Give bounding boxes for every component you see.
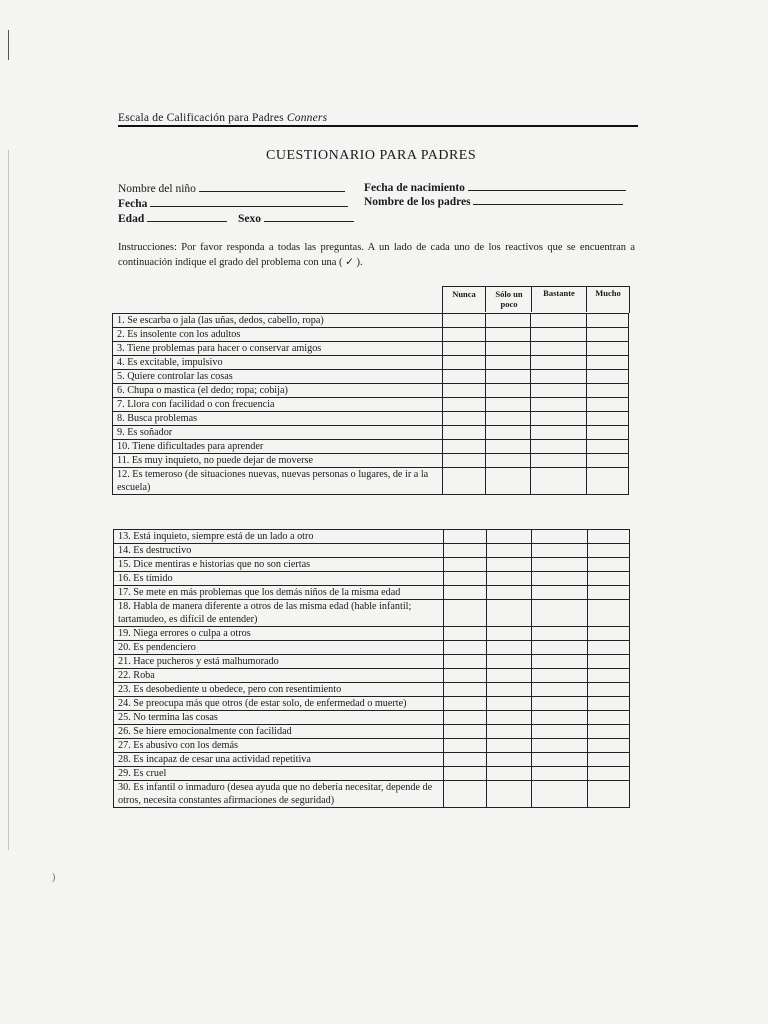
question-row — [114, 655, 630, 669]
question-text: 4. Es excitable, impulsivo — [113, 356, 443, 370]
answer-cell-solo-un-poco[interactable] — [485, 426, 531, 440]
answer-cell-mucho[interactable] — [587, 412, 629, 426]
question-row — [114, 753, 630, 767]
answer-cell-mucho[interactable] — [588, 586, 630, 600]
question-text: 21. Hace pucheros y está malhumorado — [114, 655, 444, 669]
answer-cell-mucho[interactable] — [587, 468, 629, 495]
answer-cell-nunca[interactable] — [443, 683, 486, 697]
question-row — [114, 530, 630, 544]
answer-cell-mucho[interactable] — [588, 753, 630, 767]
header-prefix: Escala de Calificación para Padres — [118, 112, 284, 124]
answer-cell-nunca[interactable] — [442, 426, 485, 440]
question-text: 7. Llora con facilidad o con frecuencia — [113, 398, 443, 412]
question-text: 13. Está inquieto, siempre está de un lado a otro — [114, 530, 444, 544]
question-text: 29. Es cruel — [114, 767, 444, 781]
answer-cell-mucho[interactable] — [588, 627, 630, 641]
answer-cell-solo-un-poco[interactable] — [486, 781, 532, 808]
answer-cell-nunca[interactable] — [443, 641, 486, 655]
answer-cell-mucho[interactable] — [588, 697, 630, 711]
scan-artifact: ) — [52, 872, 56, 883]
answer-cell-bastante[interactable] — [531, 384, 587, 398]
answer-cell-mucho[interactable] — [588, 725, 630, 739]
birth-date-label: Fecha de nacimiento — [364, 182, 465, 194]
answer-cell-bastante[interactable] — [531, 342, 587, 356]
answer-cell-nunca[interactable] — [442, 314, 485, 328]
question-text: 6. Chupa o mastica (el dedo; ropa; cobija) — [113, 384, 443, 398]
answer-cell-mucho[interactable] — [588, 600, 630, 627]
answer-cell-nunca[interactable] — [442, 342, 485, 356]
answer-cell-nunca[interactable] — [443, 600, 486, 627]
question-text: 28. Es incapaz de cesar una actividad repetitiva — [114, 753, 444, 767]
answer-cell-solo-un-poco[interactable] — [486, 767, 532, 781]
birth-date-line[interactable] — [468, 181, 626, 191]
question-text: 30. Es infantil o inmaduro (desea ayuda que no debería necesitar, depende de otros, necesita constantes afirmaciones de seguridad) — [114, 781, 444, 808]
answer-cell-bastante[interactable] — [531, 468, 587, 495]
answer-cell-solo-un-poco[interactable] — [486, 669, 532, 683]
question-text: 20. Es pendenciero — [114, 641, 444, 655]
question-text: 26. Se hiere emocionalmente con facilidad — [114, 725, 444, 739]
answer-cell-solo-un-poco[interactable] — [486, 683, 532, 697]
answer-cell-mucho[interactable] — [588, 669, 630, 683]
answer-cell-nunca[interactable] — [443, 586, 486, 600]
answer-cell-mucho[interactable] — [587, 314, 629, 328]
answer-cell-nunca[interactable] — [442, 370, 485, 384]
answer-cell-bastante[interactable] — [531, 398, 587, 412]
header-brand: Conners — [286, 112, 328, 124]
col-nunca: Nunca — [452, 289, 476, 299]
question-row — [114, 627, 630, 641]
answer-cell-solo-un-poco[interactable] — [485, 412, 531, 426]
answer-cell-nunca[interactable] — [442, 328, 485, 342]
age-field[interactable] — [118, 212, 227, 225]
answer-cell-solo-un-poco[interactable] — [486, 586, 532, 600]
answer-cell-nunca[interactable] — [443, 739, 486, 753]
answer-cell-mucho[interactable] — [588, 572, 630, 586]
answer-cell-bastante[interactable] — [531, 314, 587, 328]
questions-table-1 — [112, 313, 629, 495]
answer-cell-solo-un-poco[interactable] — [485, 398, 531, 412]
date-label: Fecha — [118, 198, 148, 210]
answer-cell-bastante[interactable] — [531, 412, 587, 426]
answer-cell-mucho[interactable] — [587, 342, 629, 356]
answer-cell-mucho[interactable] — [587, 328, 629, 342]
answer-cell-bastante[interactable] — [532, 558, 588, 572]
answer-cell-mucho[interactable] — [588, 544, 630, 558]
answer-cell-nunca[interactable] — [443, 753, 486, 767]
answer-cell-bastante[interactable] — [531, 356, 587, 370]
answer-cell-nunca[interactable] — [442, 440, 485, 454]
answer-cell-solo-un-poco[interactable] — [486, 530, 532, 544]
question-row — [113, 342, 629, 356]
header-rule — [118, 125, 638, 127]
answer-cell-nunca[interactable] — [443, 725, 486, 739]
answer-cell-mucho[interactable] — [588, 683, 630, 697]
answer-cell-bastante[interactable] — [532, 683, 588, 697]
answer-cell-nunca[interactable] — [443, 627, 486, 641]
answer-cell-bastante[interactable] — [532, 767, 588, 781]
answer-cell-mucho[interactable] — [588, 530, 630, 544]
answer-cell-solo-un-poco[interactable] — [486, 655, 532, 669]
question-row — [114, 767, 630, 781]
col-mucho: Mucho — [595, 288, 621, 298]
answer-cell-nunca[interactable] — [443, 655, 486, 669]
answer-cell-solo-un-poco[interactable] — [485, 468, 531, 495]
question-row — [114, 572, 630, 586]
question-row — [113, 370, 629, 384]
answer-cell-nunca[interactable] — [443, 530, 486, 544]
answer-cell-nunca[interactable] — [443, 572, 486, 586]
question-text: 22. Roba — [114, 669, 444, 683]
question-row — [113, 314, 629, 328]
answer-cell-nunca[interactable] — [442, 412, 485, 426]
answer-cell-solo-un-poco[interactable] — [485, 370, 531, 384]
answer-cell-solo-un-poco[interactable] — [486, 711, 532, 725]
sex-line[interactable] — [264, 212, 354, 222]
question-row — [113, 356, 629, 370]
answer-cell-nunca[interactable] — [443, 781, 486, 808]
child-name-field[interactable] — [118, 182, 345, 195]
answer-cell-solo-un-poco[interactable] — [485, 314, 531, 328]
question-text: 3. Tiene problemas para hacer o conservar amigos — [113, 342, 443, 356]
answer-cell-mucho[interactable] — [587, 370, 629, 384]
question-row — [114, 558, 630, 572]
question-text: 2. Es insolente con los adultos — [113, 328, 443, 342]
question-text: 12. Es temeroso (de situaciones nuevas, nuevas personas o lugares, de ir a la escuela) — [113, 468, 443, 495]
answer-cell-bastante[interactable] — [532, 572, 588, 586]
instructions: Instrucciones: Por favor responda a todas las preguntas. A un lado de cada uno de los reactivos que se encuentran a continuación indique el grado del problema con una ( ✓ ). — [118, 242, 635, 268]
answer-cell-bastante[interactable] — [531, 370, 587, 384]
answer-cell-solo-un-poco[interactable] — [486, 600, 532, 627]
question-text: 27. Es abusivo con los demás — [114, 739, 444, 753]
page-header — [118, 112, 636, 124]
answer-cell-mucho[interactable] — [588, 781, 630, 808]
question-text: 19. Niega errores o culpa a otros — [114, 627, 444, 641]
question-text: 25. No termina las cosas — [114, 711, 444, 725]
answer-cell-nunca[interactable] — [443, 767, 486, 781]
date-field[interactable] — [118, 197, 348, 210]
answer-cell-solo-un-poco[interactable] — [485, 356, 531, 370]
answer-cell-nunca[interactable] — [442, 468, 485, 495]
answer-cell-mucho[interactable] — [588, 767, 630, 781]
answer-cell-bastante[interactable] — [532, 544, 588, 558]
question-text: 14. Es destructivo — [114, 544, 444, 558]
question-row — [113, 468, 629, 495]
scan-margin-mark — [8, 150, 9, 850]
answer-cell-solo-un-poco[interactable] — [486, 697, 532, 711]
sex-field[interactable] — [238, 212, 354, 225]
scan-margin-mark — [8, 30, 9, 60]
question-text: 24. Se preocupa más que otros (de estar solo, de enfermedad o muerte) — [114, 697, 444, 711]
answer-cell-bastante[interactable] — [532, 641, 588, 655]
birth-date-field[interactable] — [364, 181, 626, 194]
answer-cell-bastante[interactable] — [531, 426, 587, 440]
answer-cell-mucho[interactable] — [587, 384, 629, 398]
question-row — [113, 412, 629, 426]
question-text: 5. Quiere controlar las cosas — [113, 370, 443, 384]
question-text: 18. Habla de manera diferente a otros de las misma edad (hable infantil; tartamudeo, es difícil de entender) — [114, 600, 444, 627]
answer-cell-mucho[interactable] — [588, 739, 630, 753]
parents-name-field[interactable] — [364, 195, 623, 208]
question-text: 10. Tiene dificultades para aprender — [113, 440, 443, 454]
answer-cell-bastante[interactable] — [531, 328, 587, 342]
answer-cell-bastante[interactable] — [531, 440, 587, 454]
question-text: 11. Es muy inquieto, no puede dejar de moverse — [113, 454, 443, 468]
answer-cell-bastante[interactable] — [532, 781, 588, 808]
parents-name-label: Nombre de los padres — [364, 196, 471, 208]
date-line[interactable] — [150, 197, 348, 207]
answer-cell-solo-un-poco[interactable] — [486, 753, 532, 767]
answer-cell-nunca[interactable] — [443, 669, 486, 683]
answer-cell-nunca[interactable] — [443, 558, 486, 572]
question-text: 15. Dice mentiras e historias que no son ciertas — [114, 558, 444, 572]
question-row — [113, 328, 629, 342]
answer-cell-bastante[interactable] — [532, 669, 588, 683]
question-text: 16. Es tímido — [114, 572, 444, 586]
answer-cell-solo-un-poco[interactable] — [485, 342, 531, 356]
parents-name-line[interactable] — [473, 195, 623, 205]
answer-cell-bastante[interactable] — [532, 655, 588, 669]
question-row — [113, 454, 629, 468]
answer-cell-mucho[interactable] — [588, 711, 630, 725]
question-row — [114, 600, 630, 627]
child-name-label: Nombre del niño — [118, 183, 196, 195]
answer-cell-nunca[interactable] — [442, 356, 485, 370]
answer-cell-solo-un-poco[interactable] — [486, 558, 532, 572]
question-row — [114, 669, 630, 683]
question-row — [113, 440, 629, 454]
answer-cell-solo-un-poco[interactable] — [485, 440, 531, 454]
question-text: 1. Se escarba o jala (las uñas, dedos, cabello, ropa) — [113, 314, 443, 328]
child-name-line[interactable] — [199, 182, 345, 192]
answer-cell-mucho[interactable] — [587, 356, 629, 370]
answer-cell-mucho[interactable] — [588, 655, 630, 669]
answer-cell-bastante[interactable] — [532, 600, 588, 627]
answer-cell-mucho[interactable] — [587, 398, 629, 412]
answer-cell-bastante[interactable] — [531, 454, 587, 468]
answer-cell-nunca[interactable] — [443, 544, 486, 558]
answer-cell-bastante[interactable] — [532, 530, 588, 544]
question-row — [114, 683, 630, 697]
col-bastante: Bastante — [543, 288, 575, 298]
question-text: 23. Es desobediente u obedece, pero con resentimiento — [114, 683, 444, 697]
answer-cell-nunca[interactable] — [443, 697, 486, 711]
answer-cell-bastante[interactable] — [532, 725, 588, 739]
questions-table-2 — [113, 529, 630, 808]
answer-cell-solo-un-poco[interactable] — [485, 454, 531, 468]
answer-cell-solo-un-poco[interactable] — [486, 739, 532, 753]
answer-cell-nunca[interactable] — [442, 398, 485, 412]
answer-cell-nunca[interactable] — [442, 384, 485, 398]
question-text: 9. Es soñador — [113, 426, 443, 440]
question-row — [113, 398, 629, 412]
answer-cell-mucho[interactable] — [587, 454, 629, 468]
age-line[interactable] — [147, 212, 227, 222]
question-text: 17. Se mete en más problemas que los demás niños de la misma edad — [114, 586, 444, 600]
question-row — [114, 586, 630, 600]
question-row — [113, 384, 629, 398]
answer-cell-solo-un-poco[interactable] — [486, 641, 532, 655]
question-row — [114, 641, 630, 655]
answer-cell-bastante[interactable] — [532, 586, 588, 600]
answer-cell-nunca[interactable] — [442, 454, 485, 468]
answer-cell-bastante[interactable] — [532, 753, 588, 767]
page-title: CUESTIONARIO PARA PADRES — [266, 148, 477, 163]
answer-cell-solo-un-poco[interactable] — [486, 544, 532, 558]
question-row — [114, 711, 630, 725]
sex-label: Sexo — [238, 213, 261, 225]
question-row — [114, 739, 630, 753]
question-row — [114, 544, 630, 558]
answer-cell-solo-un-poco[interactable] — [486, 725, 532, 739]
age-label: Edad — [118, 213, 145, 225]
question-row — [114, 781, 630, 808]
answer-cell-solo-un-poco[interactable] — [486, 627, 532, 641]
answer-cell-solo-un-poco[interactable] — [485, 328, 531, 342]
question-row — [113, 426, 629, 440]
answer-cell-mucho[interactable] — [587, 426, 629, 440]
answer-cell-solo-un-poco[interactable] — [486, 572, 532, 586]
answer-cell-bastante[interactable] — [532, 697, 588, 711]
answer-cell-mucho[interactable] — [588, 641, 630, 655]
answer-cell-bastante[interactable] — [532, 627, 588, 641]
question-row — [114, 725, 630, 739]
question-text: 8. Busca problemas — [113, 412, 443, 426]
question-row — [114, 697, 630, 711]
answer-cell-bastante[interactable] — [532, 711, 588, 725]
answer-cell-solo-un-poco[interactable] — [485, 384, 531, 398]
answer-cell-mucho[interactable] — [587, 440, 629, 454]
col-solo-un-poco: Sólo un poco — [495, 289, 523, 309]
answer-cell-mucho[interactable] — [588, 558, 630, 572]
answer-cell-bastante[interactable] — [532, 739, 588, 753]
answer-cell-nunca[interactable] — [443, 711, 486, 725]
